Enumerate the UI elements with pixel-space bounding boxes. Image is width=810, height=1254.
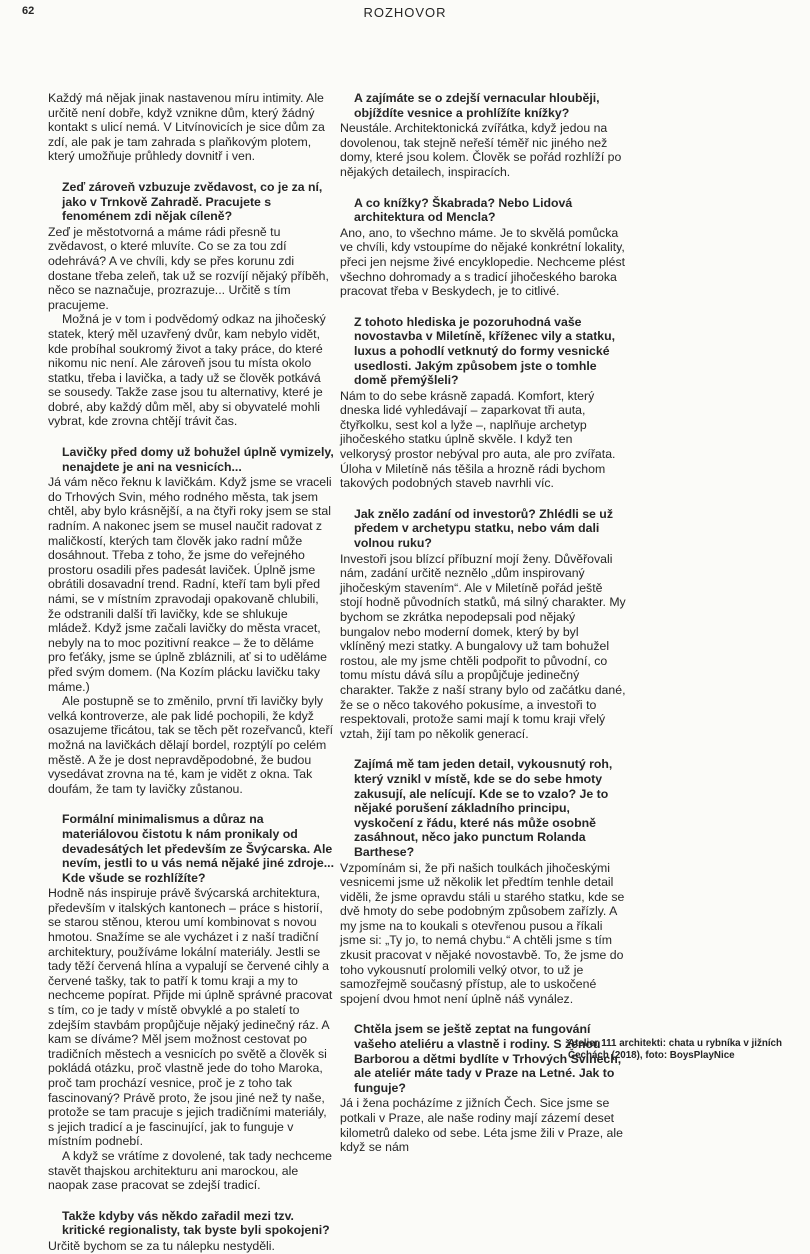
interview-question: Zeď zároveň vzbuzuje zvědavost, co je za ní, jako v Trnkově Zahradě. Pracujete s fenoménem zdi nějak cíleně? [62, 179, 323, 224]
interview-question: Formální minimalismus a důraz na materiálovou čistotu k nám pronikaly od devadesátých let především ze Švýcarska. Ale nevím, jestli to u vás nemá nějaké jiné zdroje... Kde všude se rozhlížíte? [62, 812, 334, 885]
answer-paragraph: Já i žena pocházíme z jižních Čech. Sice jsme se potkali v Praze, ale naše rodiny mají zázemí deset kilometrů daleko od sebe. Léta jsme žili v Praze, ale když se nám [340, 1096, 623, 1155]
page-number: 62 [22, 5, 35, 17]
answer-paragraph: Já vám něco řeknu k lavičkám. Když jsme se vraceli do Trhových Svin, mého rodného města, tak jsem chtěl, aby bylo krásnější, a na čtyři roky jsem se stal radním. A nakonec jsem se musel naučit radovat z maličkostí, kterých tam člověk jako radní může dosáhnout. Třeba z toho, že jsme do veřejného prostoru osadili přes padesát laviček. Úplně jsme obrátili dosavadní trend. Radní, kteří tam byli před námi, se v místním zpravodaji opakovaně chlubili, že odstranili další tři lavičky, kde se shlukuje mládež. Když jsme začali lavičky do města vracet, nebyly na to moc pozitivní reakce – že to děláme pro feťáky, jsme se úplně zbláznili, ať si to uděláme před svým domem. (Na Kozím plácku lavičku taky máme.) [48, 475, 332, 694]
answer-paragraph: Každý má nějak jinak nastavenou míru intimity. Ale určitě není dobře, když vznikne dům, který žádný kontakt s ulicí nemá. V Litvínovicích je sice dům za zdí, ale pak je tam zahrada s plaňkovým plotem, který umožňuje průhledy dovnitř i ven. [48, 91, 325, 164]
interview-question: Chtěla jsem se ještě zeptat na fungování vašeho ateliéru a vlastně i rodiny. S ženou Barborou a dětmi bydlíte v Trhových Svinech, ale ateliér máte tady v Praze na Letné. Jak to funguje? [354, 1022, 622, 1095]
answer-paragraph: Ano, ano, to všechno máme. Je to skvělá pomůcka ve chvíli, kdy vstoupíme do nějaké konkrétní lokality, přeci jen nejsme živé encyklopedie. Nechceme plést všechno dohromady a s tradicí jihočeského baroka pracovat třeba v Beskydech, je to citlivé. [340, 225, 626, 299]
answer-paragraph: Možná je v tom i podvědomý odkaz na jihočeský statek, který měl uzavřený dvůr, kam nebylo vidět, kde probíhal soukromý život a taky práce, do které nikomu nic není. Ale zároveň jsou tu místa okolo statku, třeba i lavička, a tady už se člověk potkává se sousedy. Takže zase jsou tu alternativy, které je dobré, aby každý dům měl, aby si obyvatelé mohli vybrat, kde zrovna chtějí trávit čas. [48, 312, 326, 429]
answer-paragraph: Zeď je městotvorná a máme rádi přesně tu zvědavost, o které mluvíte. Co se za tou zdí odehrává? A ve chvíli, kdy se přes korunu zdi dostane třeba zeleň, tak už se rozvíjí nějaký příběh, něco se naznačuje, prozrazuje... Určitě s tím pracujeme. [48, 224, 329, 312]
interview-question: Z tohoto hlediska je pozoruhodná vaše novostavba v Miletíně, kříženec vily a statku, luxus a pohodlí vetknutý do formy vesnické usedlosti. Jakým způsobem jste o tomhle domě přemýšleli? [354, 314, 616, 388]
interview-question: Lavičky před domy už bohužel úplně vymizely, nenajdete je ani na vesnicích... [62, 445, 334, 474]
photo-caption: Atelier 111 architekti: chata u rybníka v jižních Čechách (2018), foto: BoysPlayNice [568, 1038, 782, 1061]
answer-paragraph: Určitě bychom se za tu nálepku nestyděli. [48, 1238, 275, 1253]
answer-paragraph: Vzpomínám si, že při našich toulkách jihočeskými vesnicemi jsme už několik let předtím tenhle detail viděli, že jsme opravdu stáli u starého statku, kde se dvě hmoty do sebe podobným způsobem zařízly. A my jsme na to koukali s otevřenou pusou a říkali jsme si: „Ty jo, to nemá chybu.“ A chtěli jsme s tím zkusit pracovat v nějaké novostavbě. To, že jsme do toho vykousnutí prolomili velký otvor, to už je samozřejmě současný přístup, ale to uskočené spojení dvou hmot není úplně náš vynález. [340, 860, 625, 1006]
interview-question: Zajímá mě tam jeden detail, vykousnutý roh, který vznikl v místě, kde se do sebe hmoty zakusují, ale nelícují. Kde se to vzalo? Je to nějaké porušení základního principu, vyskočení z řádu, které nás může osobně zasáhnout, něco jako punctum Rolanda Barthese? [354, 757, 613, 859]
interview-question: Jak znělo zadání od investorů? Zhlédli se už předem v archetypu statku, nebo vám dali volnou ruku? [354, 506, 613, 551]
answer-paragraph: Investoři jsou blízcí příbuzní mojí ženy. Důvěřovali nám, zadání určitě neznělo „dům inspirovaný jihočeským stavením“. Ale v Miletíně pořád ještě stojí hodně původních statků, má silný charakter. My bychom se zkrátka nepodepsali pod nějaký bungalov nebo moderní domek, který by byl vklíněný mezi statky. A bungalovy už tam bohužel rostou, ale my jsme chtěli podpořit to původní, co tomu místu dává sílu a propůjčuje jedinečný charakter. Takže z naší strany bylo od začátku dané, že se o něco takového pokusíme, a investoři to respektovali, protože sami mají k tomu kraji vřelý vztah, žijí tam po několik generací. [340, 551, 626, 741]
answer-paragraph: A když se vrátíme z dovolené, tak tady nechceme stavět thajskou architekturu ani marockou, ale naopak zase pracovat se zdejší tradicí. [48, 1148, 332, 1193]
answer-paragraph: Nám to do sebe krásně zapadá. Komfort, který dneska lidé vyhledávají – zaparkovat tři auta, čtyřkolku, sest kol a lyže –, naplňuje archetyp jihočeského statku úplně skvěle. I když ten velkorysý prostor nebýval pro auta, ale pro zvířata. Úloha v Miletíně nás těšila a hrozně rádi bychom takových podobných staveb navrhli víc. [340, 388, 616, 491]
interview-question: Takže kdyby vás někdo zařadil mezi tzv. kritické regionalisty, tak byste byli spokojeni? [62, 1208, 330, 1238]
interview-question: A co knížky? Škabrada? Nebo Lidová architektura od Mencla? [354, 195, 573, 225]
answer-paragraph: Hodně nás inspiruje právě švýcarská architektura, především v italských kantonech – práce s historií, se starou stěnou, kterou umí kombinovat s novou hmotou. Snažíme se ale vycházet i z naší tradiční architektury, používáme lokální materiály. Jestli se tady těží červená hlína a vypalují se červené cihly a červené tašky, tak to patří k tomu kraji a my to nechceme popírat. Přijde mi úplně správné pracovat s tím, co je tady v místě obvyklé a po staletí to zdejším stavbám propůjčuje nějaký jedinečný ráz. A kam se díváme? Měl jsem možnost cestovat po tradičních městech a vesnicích po světě a člověk si pokládá otázku, proč vlastně jede do toho Maroka, proč tam prochází vesnice, proč je z toho tak fascinovaný? Právě proto, že jsou jiné než ty naše, protože se tam pracuje s jejich tradičními materiály, s jejich tradicí a je fascinující, jak to funguje v místním podnebí. [48, 886, 333, 1149]
answer-paragraph: Neustále. Architektonická zvířátka, když jedou na dovolenou, tak stejně neřeší téměř nic jiného než domy, které jsou kolem. Člověk se pořád rozhlíží po nějakých detailech, inspiracích. [340, 121, 622, 179]
left-column [48, 91, 334, 1254]
interview-question: A zajímáte se o zdejší vernacular hlouběji, objíždíte vesnice a prohlížíte knížky? [354, 91, 600, 120]
right-column [340, 91, 626, 1155]
section-label: ROZHOVOR [363, 5, 447, 20]
answer-paragraph: Ale postupně se to změnilo, první tři lavičky byly velká kontroverze, ale pak lidé pochopili, že když osazujeme třicátou, tak se těch pět rozeřvanců, kteří možná na lavičkách dělají bordel, rozptýlí po celém městě. A že je dost nepravděpodobné, že budou vysedávat zrovna na té, kam je vidět z okna. Tak doufám, že tam ty lavičky zůstanou. [48, 694, 334, 796]
